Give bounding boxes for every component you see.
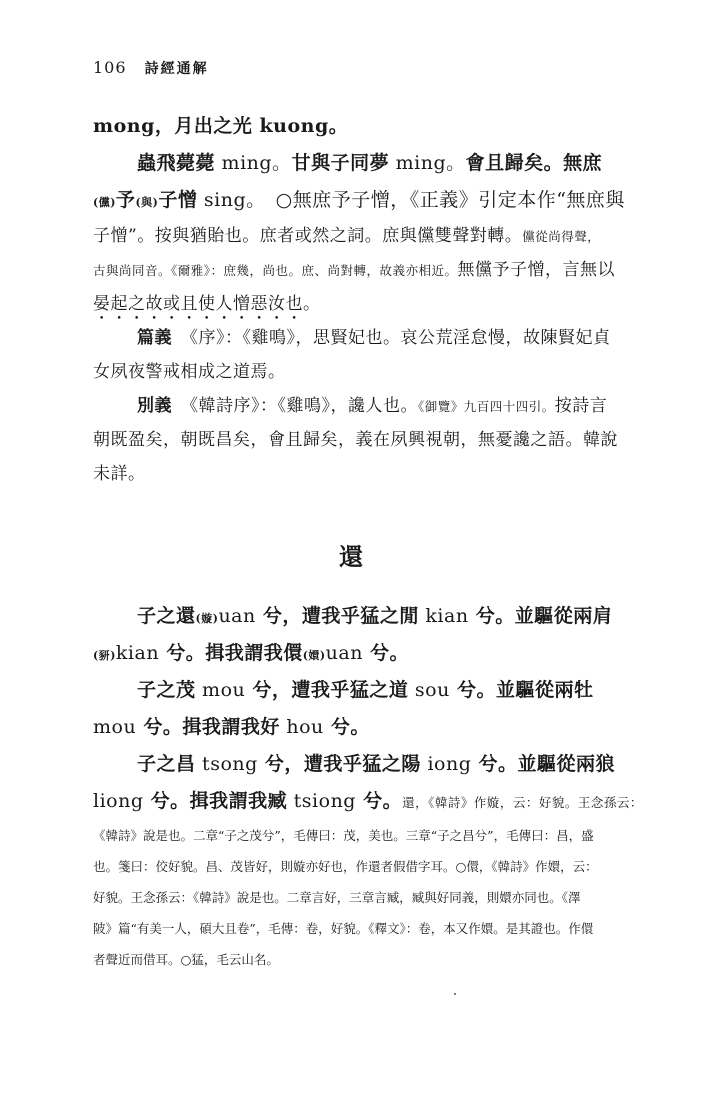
phonetic: mou [195, 679, 246, 701]
text-line [93, 457, 631, 491]
text-line [93, 253, 631, 287]
gloss: (豜) [93, 649, 116, 662]
phonetic: ming。 [389, 152, 466, 174]
poem-text: 子之昌 [137, 753, 196, 775]
poem-text: 兮。 [362, 642, 410, 664]
note-line: 者聲近而借耳。○猛，毛云山名。 [93, 952, 279, 967]
phonetic: kian [418, 605, 469, 627]
poem-text: 兮，遭我乎猛之陽 [257, 753, 421, 775]
phonetic: iong [420, 753, 472, 775]
note-line: 也。箋曰：佼好貌。昌、茂皆好，則嫙亦好也，作還者假借字耳。○儇，《韓詩》作嬛，云： [93, 859, 598, 874]
phonetic: tsong [195, 753, 258, 775]
phonetic: tsiong [287, 790, 356, 812]
poem-text: 兮。揖我謂我儇 [159, 642, 303, 664]
gloss: (與) [135, 196, 159, 209]
poem-text: 兮。揖我謂我好 [136, 716, 280, 738]
text-line [93, 182, 631, 219]
poem-text: 甘與子同夢 [291, 152, 390, 174]
poem-line [93, 746, 633, 783]
commentary: 按詩言 [554, 396, 608, 416]
poem-text: 兮，遭我乎猛之道 [245, 679, 409, 701]
poem-line [93, 635, 633, 672]
commentary: 子憎”。按與猶貽也。庶者或然之詞。庶與儻雙聲對轉。 [93, 226, 523, 246]
poem-text: 蟲飛薨薨 [137, 152, 216, 174]
note-line: 陂》篇“有美一人，碩大且卷”，毛傳：卷，好貌。《釋文》：卷，本又作嬛。是其證也。作儇 [93, 921, 594, 936]
gloss: (嬛) [302, 649, 326, 662]
phonetic: uan [325, 642, 363, 664]
poem-text: 會且歸矣。無庶 [465, 152, 603, 174]
poem-text: 予 [115, 189, 136, 211]
poem-text: 兮。並驅從兩牡 [449, 679, 594, 701]
small-note: 《御覽》九百四十四引。 [418, 399, 555, 414]
poem-text: 子之茂 [137, 679, 196, 701]
poem-text: 子之還 [137, 605, 196, 627]
section-title: 還 [339, 542, 363, 571]
text-line [93, 423, 631, 457]
note-line: 好貌。王念孫云：《韓詩》說是也。二章言好，三章言臧，臧與好同義，則嬛亦同也。《澤 [93, 890, 581, 905]
running-header [93, 58, 209, 78]
poem-line [93, 783, 643, 820]
commentary: 《韓詩序》：《雞鳴》，讒人也。 [189, 396, 418, 416]
commentary: 未詳。 [93, 464, 146, 484]
small-note: 古與尚同音。《爾雅》：庶幾，尚也。庶、尚對轉，故義亦相近。 [93, 263, 458, 278]
commentary: 朝既盈矣，朝既昌矣，會且歸矣，義在夙興視朝，無憂讒之語。韓說 [93, 430, 618, 450]
poem-text: 兮。 [323, 716, 370, 738]
book-title: 詩經通解 [144, 61, 209, 77]
poem-text: 子憎 [158, 189, 198, 211]
phonetic: kian [115, 642, 160, 664]
poem-line [93, 672, 633, 709]
phonetic: ming。 [215, 152, 292, 174]
text-line [93, 287, 631, 321]
annotation-notes [93, 820, 633, 975]
text-line [93, 389, 631, 423]
section-label: 篇義 [137, 328, 172, 348]
poem-text: 兮。並驅從兩肩 [468, 605, 613, 627]
poem-text: 兮。揖我謂我臧 [143, 790, 288, 812]
commentary: 《序》：《雞鳴》，思賢妃也。哀公荒淫怠慢，故陳賢妃貞 [189, 328, 611, 348]
note-line: 《韓詩》說是也。二章“子之茂兮”，毛傳曰：茂，美也。三章“子之昌兮”，毛傳曰：昌，盛 [93, 828, 594, 843]
poem-text: mong，月出之光 kuong。 [93, 115, 349, 137]
scan-speck [454, 993, 456, 995]
phonetic: hou [279, 716, 324, 738]
gloss: (儻) [93, 196, 116, 209]
small-note: 還，《韓詩》作嫙，云：好貌。王念孫云： [402, 795, 643, 810]
gloss: (嫙) [195, 612, 219, 625]
text-line [93, 108, 631, 145]
commentary: 無儻予子憎，言無以 [457, 260, 616, 280]
commentary: sing。 ○無庶予子憎，《正義》引定本作“無庶與 [197, 189, 625, 211]
text-line [93, 219, 631, 253]
top-text-block [93, 108, 631, 491]
text-line [93, 145, 631, 182]
poem-line [93, 598, 633, 635]
text-line [93, 321, 631, 355]
poem-line [93, 709, 633, 746]
phonetic: sou [408, 679, 450, 701]
poem-block [93, 598, 643, 975]
text-line [93, 355, 631, 389]
phonetic: liong [93, 790, 144, 812]
small-note: 儻從尚得聲， [522, 229, 601, 244]
phonetic: uan [218, 605, 256, 627]
poem-text: 兮，遭我乎猛之閒 [255, 605, 419, 627]
section-label: 別義 [137, 396, 172, 416]
poem-text: 兮。 [355, 790, 403, 812]
commentary: 女夙夜警戒相成之道焉。 [93, 362, 286, 382]
poem-text: 兮。並驅從兩狼 [471, 753, 615, 775]
emphasized-commentary: 晏起之故或且使人憎惡汝也。 [93, 294, 321, 314]
page-number: 106 [93, 58, 127, 77]
phonetic: mou [93, 716, 137, 738]
